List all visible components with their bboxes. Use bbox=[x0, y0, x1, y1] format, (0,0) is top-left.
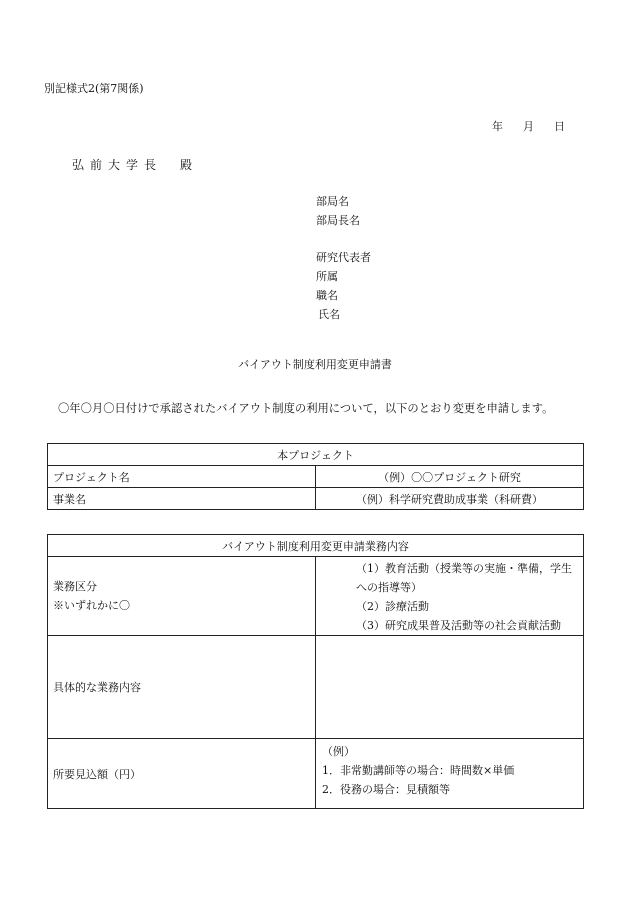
category-option-clinical[interactable]: （2）診療活動 bbox=[356, 600, 429, 613]
date-month: 月 bbox=[523, 120, 534, 133]
table-row bbox=[48, 488, 584, 510]
date-day: 日 bbox=[554, 120, 565, 133]
project-table bbox=[47, 443, 584, 510]
affiliation-label: 所属 bbox=[316, 270, 338, 283]
intro-text: 〇年〇月〇日付けで承認されたバイアウト制度の利用について，以下のとおり変更を申請します。 bbox=[58, 402, 554, 415]
document-title: バイアウト制度利用変更申請書 bbox=[238, 358, 392, 371]
department-label: 部局名 bbox=[316, 195, 349, 208]
representative-label: 研究代表者 bbox=[316, 251, 371, 264]
project-table-header: 本プロジェクト bbox=[48, 444, 584, 466]
category-option-education[interactable]: （1）教育活動（授業等の実施・準備，学生への指導等） bbox=[356, 562, 572, 594]
project-name-label: プロジェクト名 bbox=[48, 466, 316, 488]
cost-input[interactable] bbox=[316, 739, 584, 809]
table-row bbox=[48, 466, 584, 488]
department-head-label: 部局長名 bbox=[316, 214, 360, 227]
detail-label: 具体的な業務内容 bbox=[48, 636, 316, 739]
position-label: 職名 bbox=[316, 289, 338, 302]
project-name-value[interactable]: （例）〇〇プロジェクト研究 bbox=[316, 466, 584, 488]
cost-example-1: 1．非常勤講師等の場合：時間数×単価 bbox=[322, 764, 515, 777]
category-label-cell bbox=[48, 557, 316, 636]
cost-example-2: 2．役務の場合：見積額等 bbox=[322, 783, 450, 796]
change-table bbox=[47, 534, 584, 809]
program-name-label: 事業名 bbox=[48, 488, 316, 510]
name-label: 氏名 bbox=[318, 308, 340, 321]
form-number: 別記様式2(第7関係) bbox=[44, 82, 144, 95]
table-row bbox=[48, 739, 584, 809]
program-name-value[interactable]: （例）科学研究費助成事業（科研費） bbox=[316, 488, 584, 510]
category-note: ※いずれかに〇 bbox=[53, 599, 130, 612]
cost-example-heading: （例） bbox=[322, 745, 355, 758]
addressee: 弘前大学長 殿 bbox=[72, 158, 199, 172]
change-table-header: バイアウト制度利用変更申請業務内容 bbox=[48, 535, 584, 557]
category-option-social[interactable]: （3）研究成果普及活動等の社会貢献活動 bbox=[356, 619, 561, 632]
category-label: 業務区分 bbox=[53, 580, 97, 593]
category-options bbox=[316, 557, 584, 636]
cost-label: 所要見込額（円） bbox=[48, 739, 316, 809]
date-line bbox=[492, 118, 565, 134]
detail-input[interactable] bbox=[316, 636, 584, 739]
table-row bbox=[48, 636, 584, 739]
table-row bbox=[48, 557, 584, 636]
date-year: 年 bbox=[492, 120, 503, 133]
